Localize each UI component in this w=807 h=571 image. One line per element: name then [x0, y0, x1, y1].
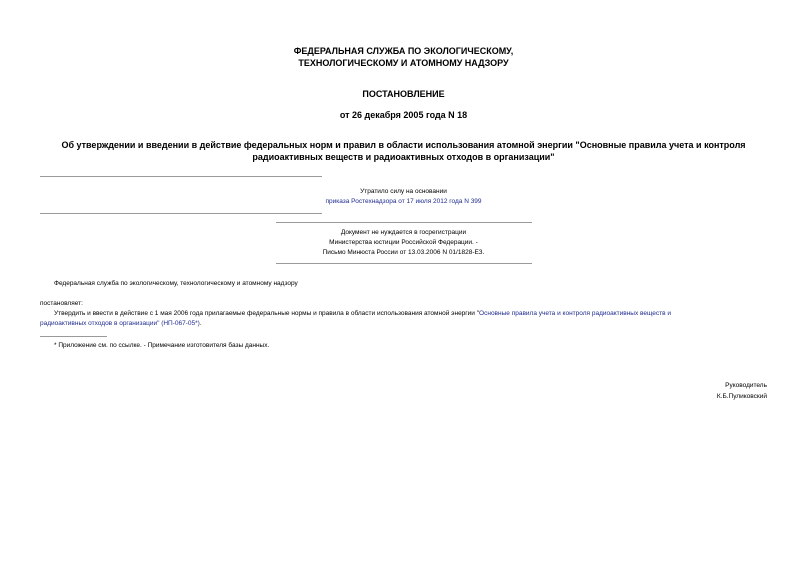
regulation-link-part2[interactable]: радиоактивных отходов в организации" (НП-067-05*)	[40, 320, 200, 327]
registration-note-line1: Документ не нуждается в госрегистрации	[340, 229, 467, 236]
divider	[40, 213, 322, 214]
document-date: от 26 декабря 2005 года N 18	[339, 110, 468, 120]
repeal-order-link[interactable]: приказа Ростехнадзора от 17 июля 2012 года N 399	[325, 198, 482, 205]
main-paragraph	[40, 309, 768, 319]
divider	[276, 263, 532, 264]
registration-note-line3: Письмо Минюста России от 13.03.2006 N 01/1828-ЕЗ.	[322, 249, 485, 256]
document-type: ПОСТАНОВЛЕНИЕ	[362, 89, 445, 99]
document-subject-line1: Об утверждении и введении в действие федеральных норм и правил в области использования атомной энергии "Основные правила учета и контроля	[61, 140, 746, 150]
footnote-divider	[40, 336, 107, 337]
footnote-text: * Приложение см. по ссылке. - Примечание изготовителя базы данных.	[54, 342, 270, 349]
agency-name-line2: ТЕХНОЛОГИЧЕСКОМУ И АТОМНОМУ НАДЗОРУ	[298, 58, 509, 68]
signatory-name: К.Б.Пуликовский	[716, 393, 767, 400]
registration-note-line2: Министерства юстиции Российской Федерации. -	[329, 239, 478, 246]
intro-text: Федеральная служба по экологическому, технологическому и атомному надзору	[54, 280, 298, 287]
decree-word: постановляет:	[40, 300, 83, 307]
status-note-text: Утратило силу на основании	[360, 188, 447, 195]
divider	[40, 176, 322, 177]
document-subject-line2: радиоактивных веществ и радиоактивных отходов в организации"	[252, 152, 555, 162]
regulation-link-part1[interactable]: Основные правила учета и контроля радиоактивных веществ и	[479, 310, 672, 317]
paragraph-end: .	[199, 320, 202, 327]
agency-name-line1: ФЕДЕРАЛЬНАЯ СЛУЖБА ПО ЭКОЛОГИЧЕСКОМУ,	[293, 46, 514, 56]
signatory-title: Руководитель	[725, 382, 767, 389]
main-paragraph-continuation	[40, 319, 202, 329]
divider	[276, 222, 532, 223]
main-paragraph-text: Утвердить и ввести в действие с 1 мая 2006 года прилагаемые федеральные нормы и правила в области использования атомной энергии "	[54, 310, 480, 317]
